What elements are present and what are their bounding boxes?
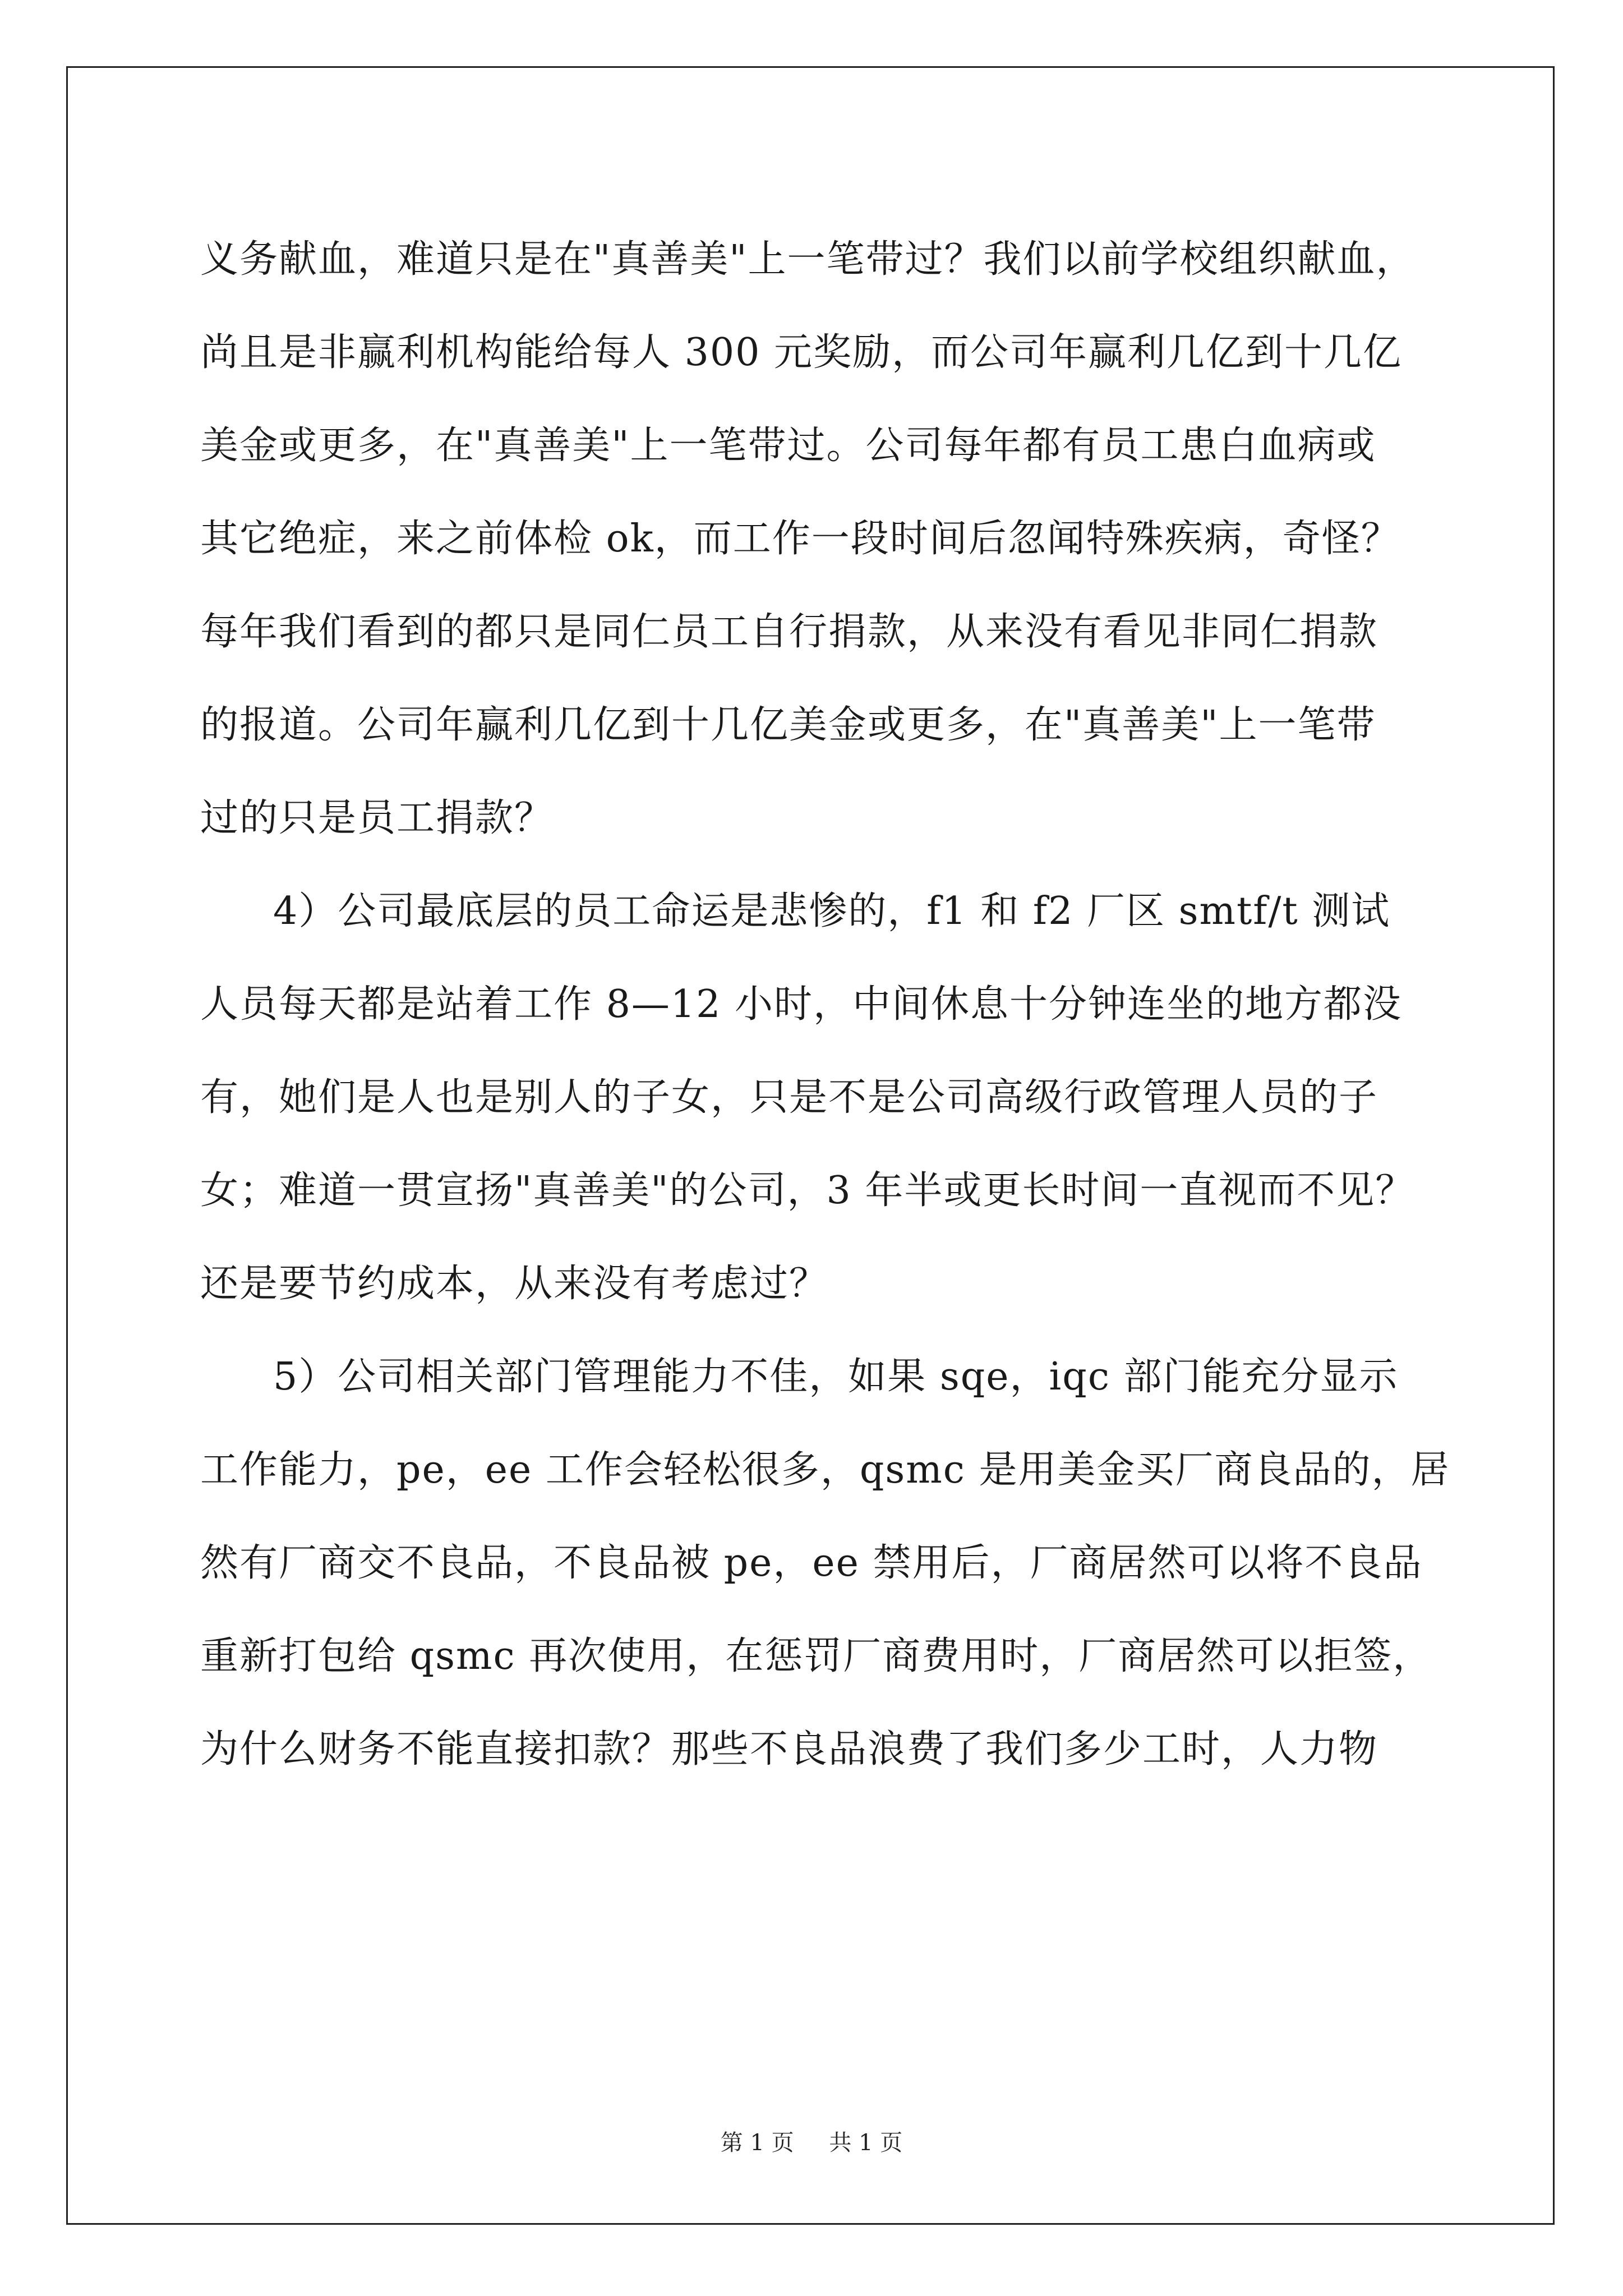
text-line: 有，她们是人也是别人的子女，只是不是公司高级行政管理人员的子 [200,1075,1378,1120]
text-line: 义务献血，难道只是在"真善美"上一笔带过？我们以前学校组织献血， [200,237,1415,282]
text-line: 女；难道一贯宣扬"真善美"的公司，3 年半或更长时间一直视而不见？ [200,1168,1415,1213]
text-line: 然有厂商交不良品，不良品被 pe，ee 禁用后，厂商居然可以将不良品 [200,1541,1423,1585]
text-line: 过的只是员工捐款？ [200,796,554,840]
text-line: 其它绝症，来之前体检 ok，而工作一段时间后忽闻特殊疾病，奇怪？ [200,517,1400,561]
page-footer [0,2126,1623,2160]
document-body [200,213,1450,1796]
text-line: 美金或更多，在"真善美"上一笔带过。公司每年都有员工患白血病或 [200,424,1376,468]
paragraph-4-start: 4）公司最底层的员工命运是悲惨的，f1 和 f2 厂区 smtf/t 测试 [273,889,1391,933]
text-line: 每年我们看到的都只是同仁员工自行捐款，从来没有看见非同仁捐款 [200,610,1378,654]
text-line: 人员每天都是站着工作 8—12 小时，中间休息十分钟连坐的地方都没 [200,982,1403,1027]
text-line: 重新打包给 qsmc 再次使用，在惩罚厂商费用时，厂商居然可以拒签， [200,1634,1432,1678]
text-line: 为什么财务不能直接扣款？那些不良品浪费了我们多少工时，人力物 [200,1727,1378,1772]
text-line: 尚且是非赢利机构能给每人 300 元奖励，而公司年赢利几亿到十几亿 [200,330,1403,375]
text-line: 的报道。公司年赢利几亿到十几亿美金或更多，在"真善美"上一笔带 [200,703,1376,747]
text-line: 工作能力，pe，ee 工作会轻松很多，qsmc 是用美金买厂商良品的，居 [200,1448,1450,1492]
page-total: 共 1 页 [829,2130,903,2156]
text-line: 还是要节约成本，从来没有考虑过？ [200,1262,829,1306]
paragraph-5-start: 5）公司相关部门管理能力不佳，如果 sqe，iqc 部门能充分显示 [273,1355,1399,1399]
page-number: 第 1 页 [720,2130,794,2156]
